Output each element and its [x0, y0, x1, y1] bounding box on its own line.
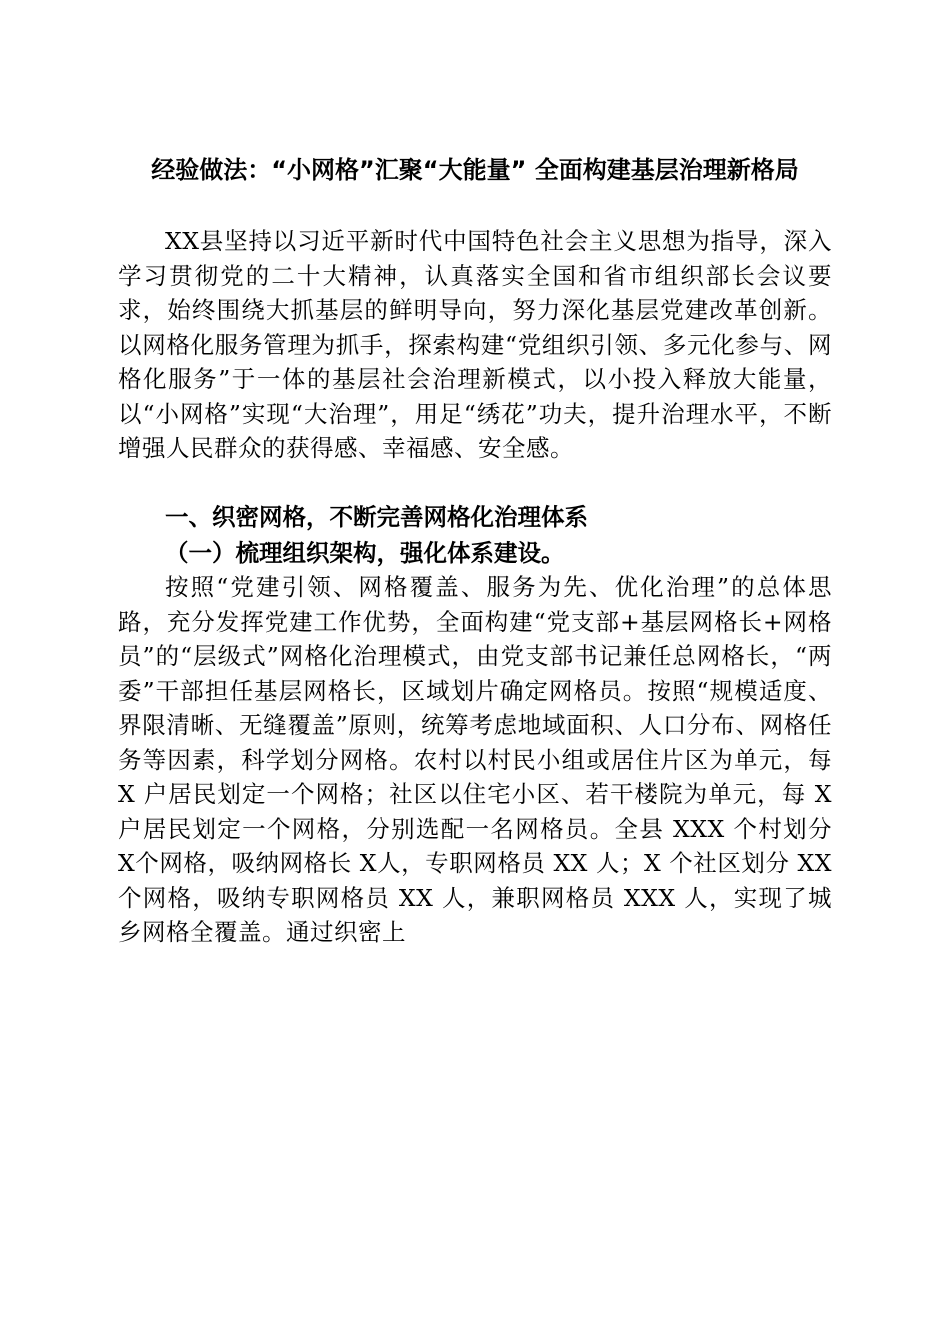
- intro-paragraph: XX县坚持以习近平新时代中国特色社会主义思想为指导，深入学习贯彻党的二十大精神，认真落实全国和省市组织部长会议要求，始终围绕大抓基层的鲜明导向，努力深化基层党建改革创新。以网格化服务管理为抓手，探索构建“党组织引领、多元化参与、网格化服务”于一体的基层社会治理新模式，以小投入释放大能量，以“小网格”实现“大治理”，用足“绣花”功夫，提升治理水平，不断增强人民群众的获得感、幸福感、安全感。: [118, 227, 832, 462]
- subsection-heading: （一）梳理组织架构，强化体系建设。: [165, 539, 565, 567]
- section-heading: 一、织密网格，不断完善网格化治理体系: [165, 503, 588, 531]
- body-paragraph: 按照“党建引领、网格覆盖、服务为先、优化治理”的总体思路，充分发挥党建工作优势，全面构建“党支部+基层网格长+网格员”的“层级式”网格化治理模式，由党支部书记兼任总网格长，“两委”干部担任基层网格长，区域划片确定网格员。按照“规模适度、界限清晰、无缝覆盖”原则，统筹考虑地域面积、人口分布、网格任务等因素，科学划分网格。农村以村民小组或居住片区为单元，每 X 户居民划定一个网格；社区以住宅小区、若干楼院为单元，每 X 户居民划定一个网格，分别选配一名网格员。全县 XXX 个村划分 X个网格，吸纳网格长 X人，专职网格员 XX 人；X 个社区划分 XX 个网格，吸纳专职网格员 XX 人，兼职网格员 XXX 人，实现了城乡网格全覆盖。通过织密上: [118, 573, 832, 946]
- document-title: 经验做法：“小网格”汇聚“大能量” 全面构建基层治理新格局: [151, 156, 799, 184]
